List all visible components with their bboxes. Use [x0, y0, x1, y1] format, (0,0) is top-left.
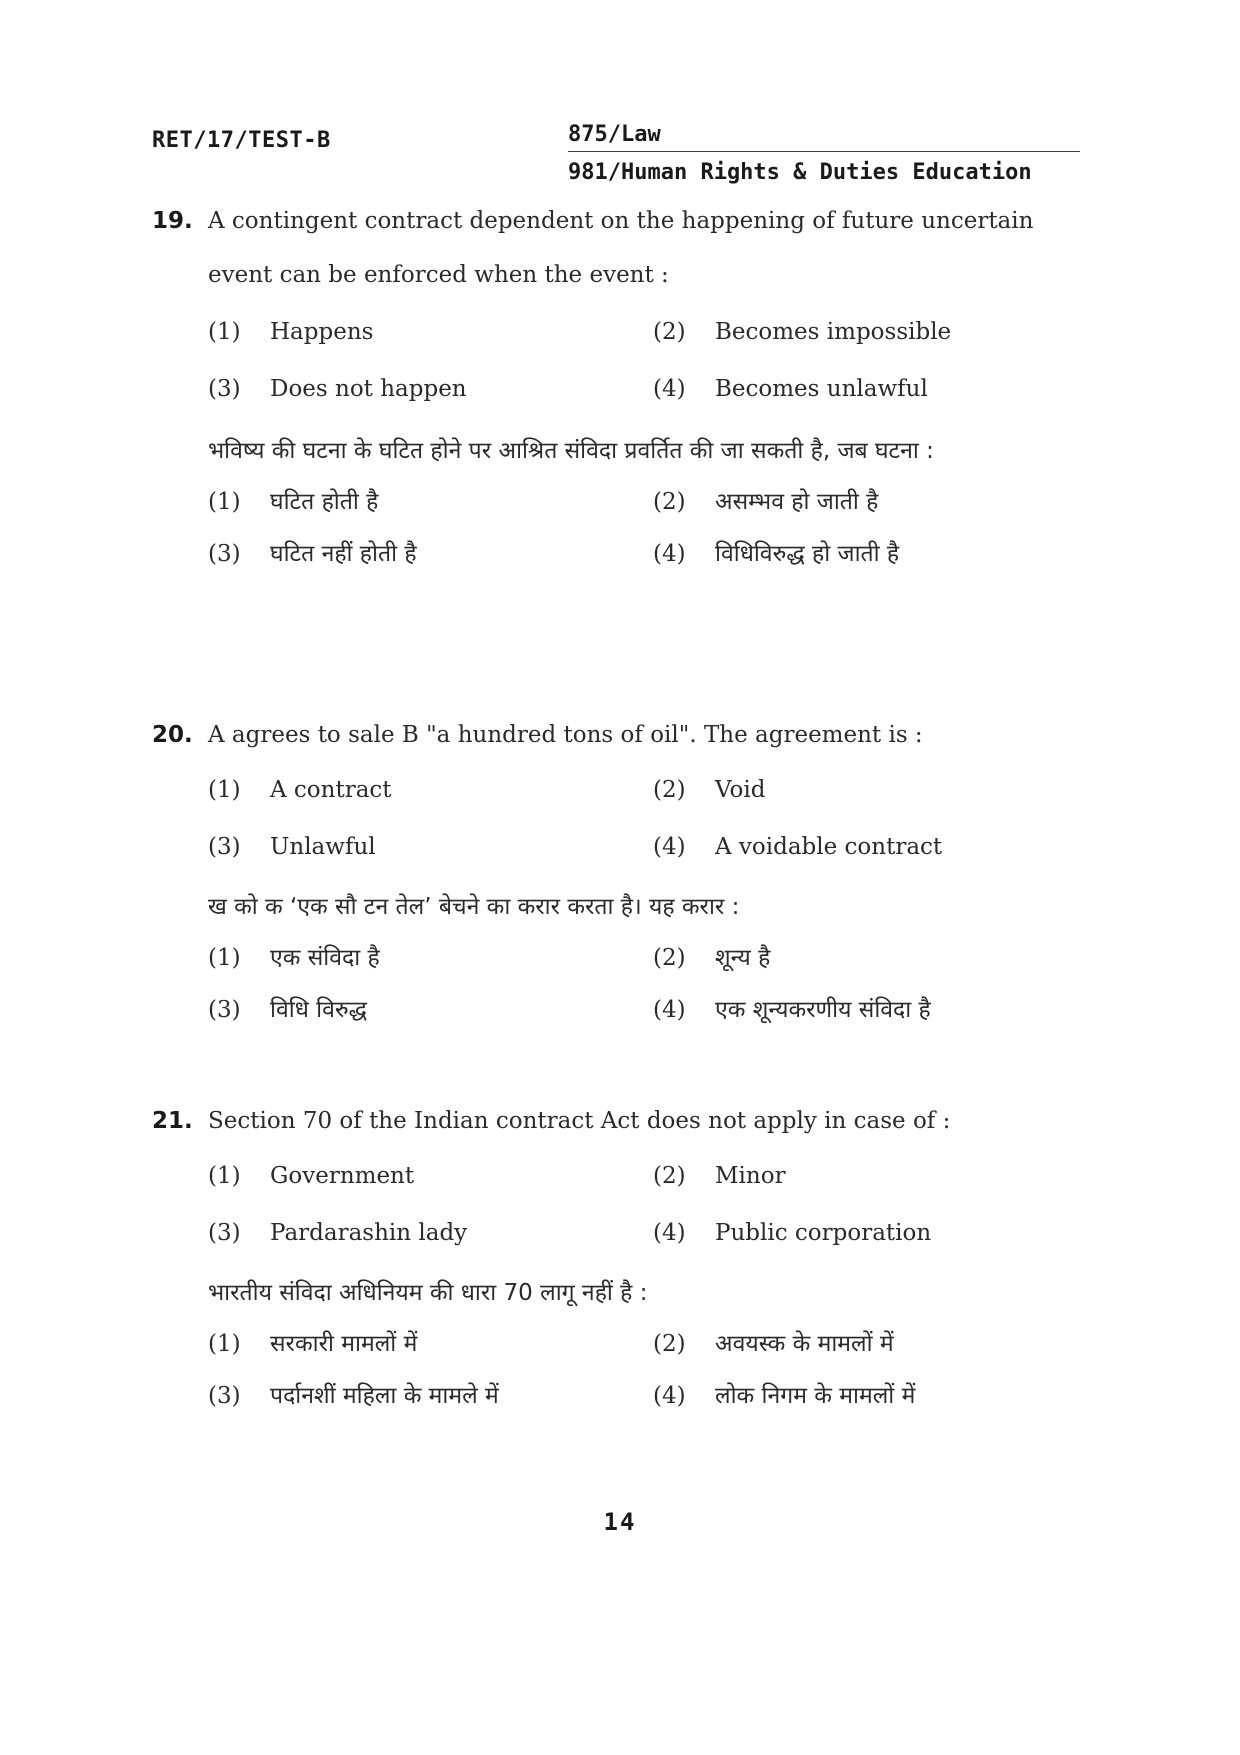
option-label: पर्दानशीं महिला के मामले में: [270, 1383, 499, 1409]
question-text-english: A agrees to sale B "a hundred tons of oil". The agreement is :: [208, 722, 923, 748]
option-number: (1): [208, 319, 241, 345]
option-1: [208, 304, 653, 361]
options-english: [208, 304, 1082, 418]
option-3: [208, 361, 653, 418]
option-label: Government: [270, 1163, 415, 1189]
option-label: Does not happen: [270, 376, 467, 402]
option-2: [653, 304, 1083, 361]
option-number: (3): [208, 1383, 241, 1409]
options-hindi: [208, 932, 1082, 1036]
option-1: [208, 762, 653, 819]
option-number: (1): [208, 945, 241, 971]
option-2: [653, 1148, 1083, 1205]
subject-code-law: 875/Law: [568, 122, 1080, 152]
option-label: घटित नहीं होती है: [270, 541, 417, 567]
option-label: असम्भव हो जाती है: [715, 489, 879, 515]
option-label: Becomes unlawful: [715, 376, 928, 402]
option-number: (1): [208, 1331, 241, 1357]
options-english: [208, 762, 1082, 876]
option-number: (2): [653, 489, 686, 515]
option-number: (4): [653, 376, 686, 402]
question-number: 19.: [152, 208, 193, 234]
question-text-hindi: भारतीय संविदा अधिनियम की धारा 70 लागू नहीं है :: [208, 1280, 648, 1306]
option-4: [653, 1205, 1083, 1262]
option-3: [208, 1205, 653, 1262]
option-2: [653, 932, 1083, 984]
option-4: [653, 819, 1083, 876]
question-number: 21.: [152, 1108, 193, 1134]
option-label: घटित होती है: [270, 489, 379, 515]
option-4: [653, 1370, 1083, 1422]
question-number: 20.: [152, 722, 193, 748]
option-number: (3): [208, 834, 241, 860]
option-label: विधि विरुद्ध: [270, 997, 368, 1023]
option-3: [208, 984, 653, 1036]
option-label: एक संविदा है: [270, 945, 380, 971]
option-label: Public corporation: [715, 1220, 932, 1246]
option-number: (2): [653, 319, 686, 345]
option-label: लोक निगम के मामलों में: [715, 1383, 916, 1409]
option-number: (2): [653, 1331, 686, 1357]
option-1: [208, 476, 653, 528]
option-number: (3): [208, 376, 241, 402]
option-label: Pardarashin lady: [270, 1220, 468, 1246]
option-label: शून्य है: [715, 945, 771, 971]
option-1: [208, 1148, 653, 1205]
option-label: सरकारी मामलों में: [270, 1331, 418, 1357]
option-label: Becomes impossible: [715, 319, 952, 345]
option-4: [653, 528, 1083, 580]
option-number: (4): [653, 1220, 686, 1246]
option-1: [208, 932, 653, 984]
option-4: [653, 984, 1083, 1036]
option-label: Unlawful: [270, 834, 376, 860]
option-1: [208, 1318, 653, 1370]
option-label: Happens: [270, 319, 374, 345]
option-number: (4): [653, 541, 686, 567]
option-4: [653, 361, 1083, 418]
option-2: [653, 476, 1083, 528]
options-hindi: [208, 476, 1082, 580]
option-number: (4): [653, 1383, 686, 1409]
page-number: 14: [603, 1508, 637, 1536]
option-2: [653, 762, 1083, 819]
option-number: (1): [208, 777, 241, 803]
option-label: एक शून्यकरणीय संविदा है: [715, 997, 931, 1023]
option-label: Void: [715, 777, 766, 803]
option-2: [653, 1318, 1083, 1370]
option-label: Minor: [715, 1163, 786, 1189]
option-number: (3): [208, 541, 241, 567]
question-text-hindi: भविष्य की घटना के घटित होने पर आश्रित संविदा प्रवर्तित की जा सकती है, जब घटना :: [208, 438, 934, 464]
question-21: [152, 1094, 1082, 1422]
option-label: अवयस्क के मामलों में: [715, 1331, 894, 1357]
options-english: [208, 1148, 1082, 1262]
option-number: (2): [653, 1163, 686, 1189]
option-number: (4): [653, 834, 686, 860]
option-label: A contract: [270, 777, 392, 803]
question-text-english: A contingent contract dependent on the happening of future uncertain event can be enforced when the event :: [208, 208, 1034, 288]
option-number: (3): [208, 997, 241, 1023]
question-text-english: Section 70 of the Indian contract Act does not apply in case of :: [208, 1108, 951, 1134]
option-label: विधिविरुद्ध हो जाती है: [715, 541, 900, 567]
option-number: (2): [653, 777, 686, 803]
question-text-hindi: ख को क ‘एक सौ टन तेल’ बेचने का करार करता है। यह करार :: [208, 894, 740, 920]
option-number: (1): [208, 1163, 241, 1189]
option-number: (3): [208, 1220, 241, 1246]
option-number: (1): [208, 489, 241, 515]
subject-code-human-rights: 981/Human Rights & Duties Education: [568, 160, 1032, 185]
option-label: A voidable contract: [715, 834, 943, 860]
option-3: [208, 1370, 653, 1422]
question-19: [152, 194, 1082, 580]
subject-header: [568, 122, 1080, 185]
options-hindi: [208, 1318, 1082, 1422]
option-number: (4): [653, 997, 686, 1023]
option-3: [208, 819, 653, 876]
option-3: [208, 528, 653, 580]
question-20: [152, 708, 1082, 1036]
option-number: (2): [653, 945, 686, 971]
paper-code: RET/17/TEST-B: [152, 128, 331, 153]
